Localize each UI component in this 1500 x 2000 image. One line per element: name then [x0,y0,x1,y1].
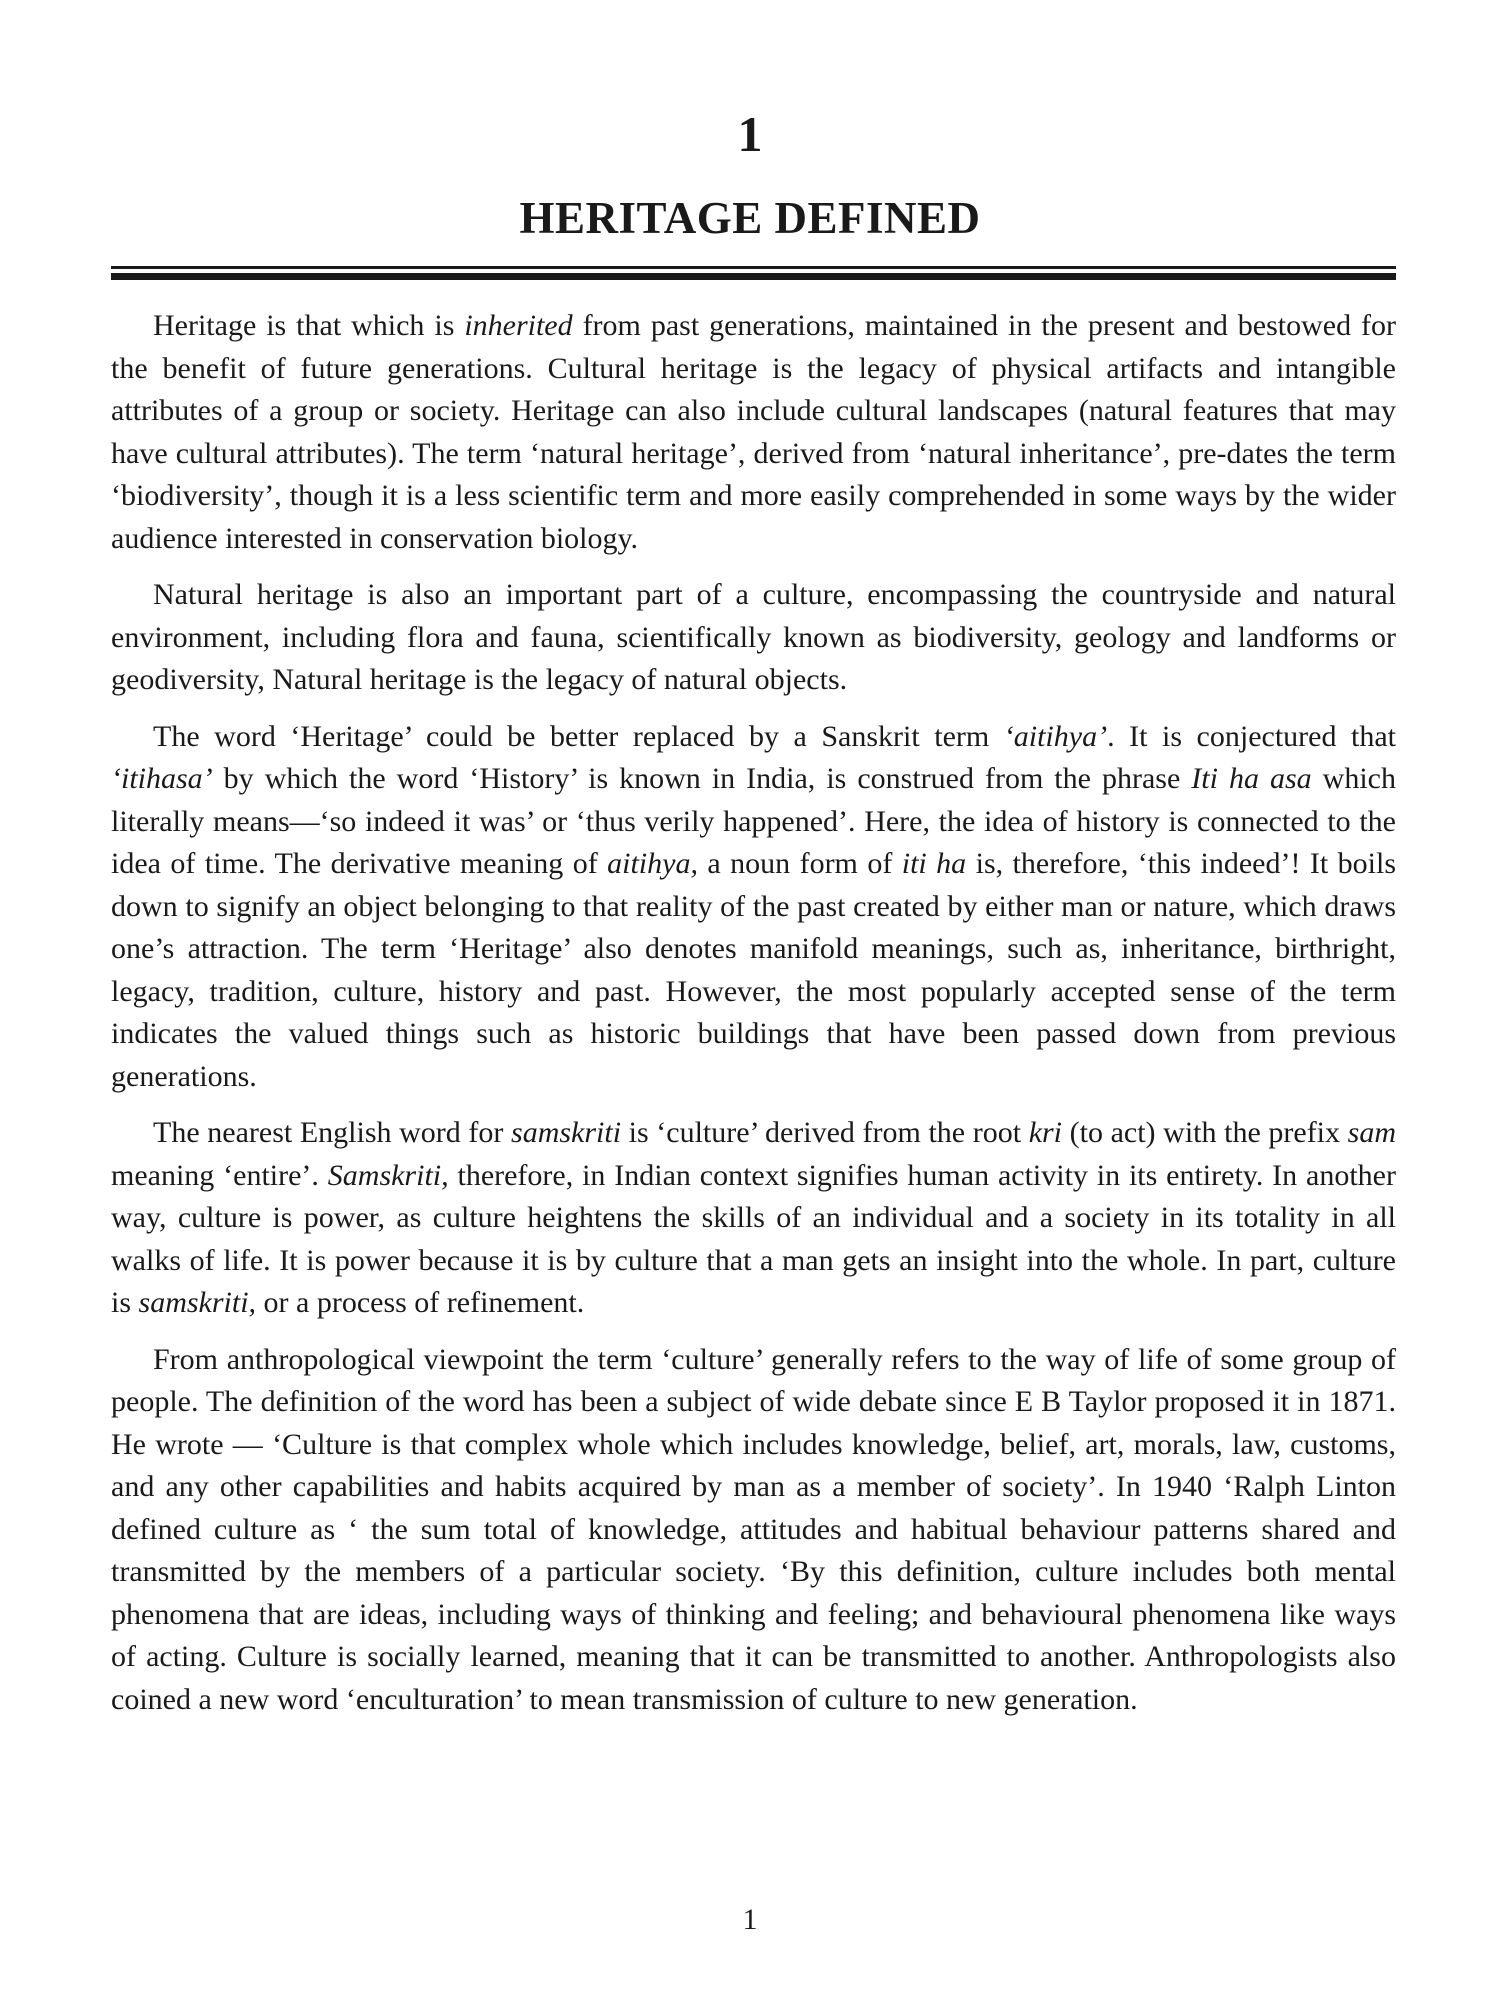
body-paragraph [111,305,1396,560]
body-paragraph [111,1339,1396,1722]
chapter-title: HERITAGE DEFINED [519,193,981,243]
text-run: is, therefore, ‘this indeed’! It boils down to signify an object belonging to that reality of the past created by either man or nature, which draws one’s attraction. The term ‘Heritage’ also denotes manifold meanings, such as, inheritance, birthright, legacy, tradition, culture, history and past. However, the most popularly accepted sense of the term indicates the valued things such as historic buildings that have been passed down from previous generations. [111,847,1396,1093]
italic-term: inherited [464,309,573,342]
italic-term: ‘aitihya’ [1003,719,1108,753]
text-run: The nearest English word for [153,1116,512,1149]
italic-term: iti ha [901,847,967,880]
chapter-number: 1 [737,106,763,162]
text-run: The word ‘Heritage’ could be better replaced by a Sanskrit term [153,719,1004,753]
text-run: . It is conjectured that [1107,719,1396,753]
body-paragraph [111,1112,1396,1325]
italic-term: kri [1028,1116,1063,1149]
text-run: from past generations, maintained in the present and bestowed for the benefit of future generations. Cultural heritage is the legacy of physical artifacts and intangible attributes of a group or society. Heritage can also include cultural landscapes (natural features that may have cultural attributes). The term ‘natural heritage’, derived from ‘natural inheritance’, pre-dates the term ‘biodiversity’, though it is a less scientific term and more easily comprehended in some ways by the wider audience interested in conservation biology. [111,309,1396,555]
text-run: which literally means—‘so indeed it was’ or ‘thus verily happened’. Here, the idea of history is connected to the idea of time. The derivative meaning of [111,762,1396,880]
text-run: meaning ‘entire’. [111,1158,328,1192]
text-run: Natural heritage is also an important part of a culture, encompassing the countryside and natural environment, including flora and fauna, scientifically known as biodiversity, geology and landforms or geodiversity, Natural heritage is the legacy of natural objects. [111,578,1396,696]
text-run: or a process of refinement. [256,1286,585,1319]
italic-term: Iti ha asa [1191,762,1312,795]
chapter-body [111,305,1396,1735]
italic-term: aitihya, [607,847,698,880]
italic-term: Samskriti, [327,1158,449,1192]
title-rule-thin [111,266,1396,269]
text-run: From anthropological viewpoint the term ‘culture’ generally refers to the way of life of some group of people. The definition of the word has been a subject of wide debate since E B Taylor proposed it in 1871. He wrote — ‘Culture is that complex whole which includes knowledge, belief, art, morals, law, customs, and any other capabilities and habits acquired by man as a member of society’. In 1940 ‘Ralph Linton defined culture as ‘ the sum total of knowledge, attitudes and habitual behaviour patterns shared and transmitted by the members of a particular society. ‘By this definition, culture includes both mental phenomena that are ideas, including ways of thinking and feeling; and behavioural phenomena like ways of acting. Culture is socially learned, meaning that it can be transmitted to another. Anthropologists also coined a new word ‘enculturation’ to mean transmission of culture to new generation. [111,1342,1396,1716]
page-number: 1 [742,1903,758,1936]
text-run: Heritage is that which is [153,309,465,342]
text-run: therefore, in Indian context signifies human activity in its entirety. In another way, culture is power, as culture heightens the skills of an individual and a society in its totality in all walks of life. It is power because it is by culture that a man gets an insight into the whole. In part, culture is [111,1158,1396,1319]
italic-term: samskriti [511,1116,622,1149]
body-paragraph [111,574,1396,702]
text-run: is ‘culture’ derived from the root [621,1116,1029,1149]
text-run: (to act) with the prefix [1062,1116,1348,1149]
title-rule-thick [111,273,1396,280]
text-run: by which the word ‘History’ is known in India, is construed from the phrase [212,762,1192,795]
text-run: a noun form of [697,847,902,880]
italic-term: sam [1347,1116,1396,1149]
body-paragraph [111,716,1396,1099]
italic-term: samskriti, [138,1286,257,1319]
italic-term: ‘itihasa’ [111,762,213,795]
